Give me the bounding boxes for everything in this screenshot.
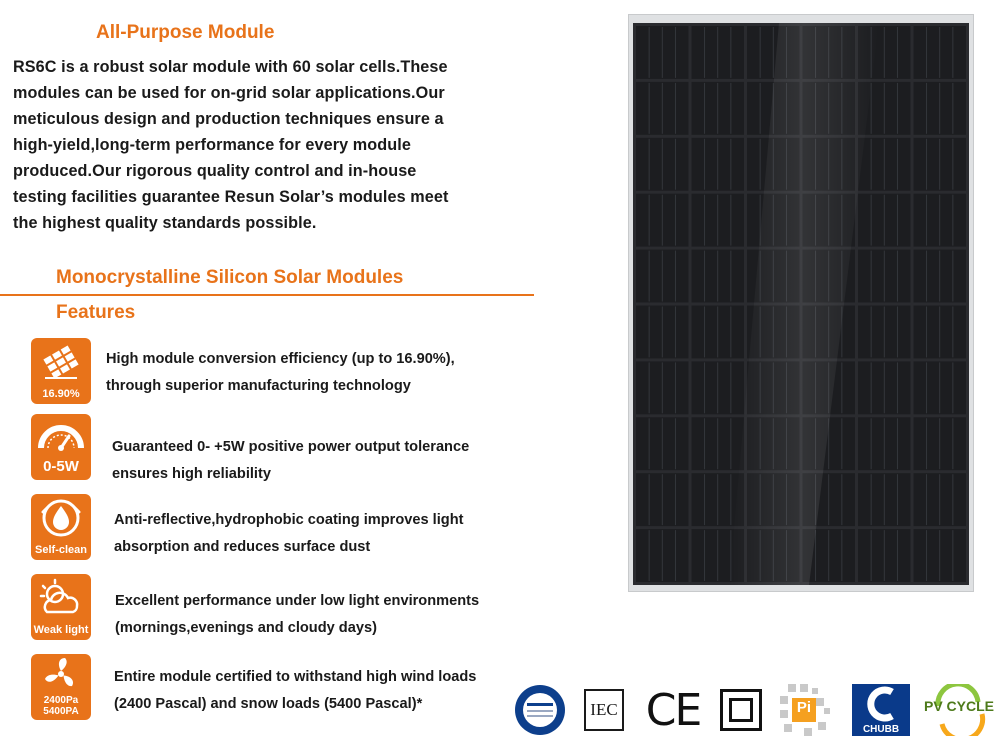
badge-label: 0-5W [43, 458, 79, 475]
feature-text [112, 434, 469, 488]
feature-line: Entire module certified to withstand high wind loads [114, 669, 477, 685]
feature-load [0, 654, 520, 724]
feature-line: ensures high reliability [112, 466, 271, 482]
pi-logo [778, 682, 834, 738]
feature-weak-light [0, 574, 520, 644]
badge-label: 16.90% [42, 388, 80, 400]
feature-line: Anti-reflective,hydrophobic coating improves light [114, 512, 464, 528]
badge-label-line: 5400PA [43, 706, 79, 717]
solar-panel-image [628, 14, 974, 592]
self-clean-badge [31, 494, 91, 560]
solar-panel-icon [31, 338, 91, 388]
tuv-certification-logo [513, 683, 567, 737]
pi-logo-text: Pi [796, 699, 812, 716]
features-heading: Features [56, 302, 136, 323]
feature-self-clean [0, 494, 520, 564]
badge-label [31, 695, 91, 717]
wind-fan-icon [31, 654, 91, 696]
feature-line: through superior manufacturing technology [106, 378, 411, 394]
intro-line: modules can be used for on-grid solar applications.Our [13, 84, 445, 102]
mono-heading: Monocrystalline Silicon Solar Modules [56, 267, 404, 288]
feature-line: Guaranteed 0- +5W positive power output tolerance [112, 439, 470, 455]
cloud-sun-icon [31, 574, 91, 622]
efficiency-badge [31, 338, 91, 404]
ce-logo-text: CE [645, 684, 701, 736]
gauge-icon [31, 414, 91, 458]
iec-logo [584, 689, 624, 731]
tolerance-badge [31, 414, 91, 480]
feature-line: absorption and reduces surface dust [114, 539, 371, 555]
intro-line: produced.Our rigorous quality control and in-house [13, 162, 417, 180]
feature-efficiency [0, 336, 520, 406]
intro-paragraph [13, 54, 493, 236]
feature-line: Excellent performance under low light environments [115, 593, 480, 609]
load-badge [31, 654, 91, 720]
badge-label: Weak light [33, 624, 89, 636]
pv-cycle-logo-text: PV CYCLE [923, 698, 994, 714]
weak-light-badge [31, 574, 91, 640]
feature-line: High module conversion efficiency (up to 16.90%), [106, 351, 455, 367]
all-purpose-heading: All-Purpose Module [96, 22, 275, 43]
intro-line: testing facilities guarantee Resun Solar’s modules meet [13, 188, 449, 206]
feature-text [115, 588, 479, 642]
class-two-logo [720, 689, 762, 731]
feature-tolerance [0, 414, 520, 484]
solar-cell-grid [629, 15, 973, 591]
feature-text [114, 664, 476, 718]
pv-cycle-logo [920, 684, 998, 736]
badge-label-line: 2400Pa [43, 695, 79, 706]
intro-line: meticulous design and production techniques ensure a [13, 110, 444, 128]
class-two-inner-square [729, 698, 753, 722]
section-divider [0, 294, 534, 296]
chubb-logo-text: CHUBB [852, 723, 910, 736]
chubb-logo [852, 684, 910, 736]
feature-line: (2400 Pascal) and snow loads (5400 Pascal)* [114, 696, 423, 712]
intro-line: high-yield,long-term performance for every module [13, 136, 411, 154]
iec-logo-text: IEC [590, 700, 618, 719]
feature-line: (mornings,evenings and cloudy days) [115, 620, 377, 636]
water-drop-icon [31, 494, 91, 542]
ce-logo [642, 682, 704, 738]
intro-line: the highest quality standards possible. [13, 214, 317, 232]
badge-label: Self-clean [35, 544, 87, 556]
feature-text [114, 507, 463, 561]
intro-line: RS6C is a robust solar module with 60 solar cells.These [13, 58, 448, 76]
feature-text [106, 346, 455, 400]
